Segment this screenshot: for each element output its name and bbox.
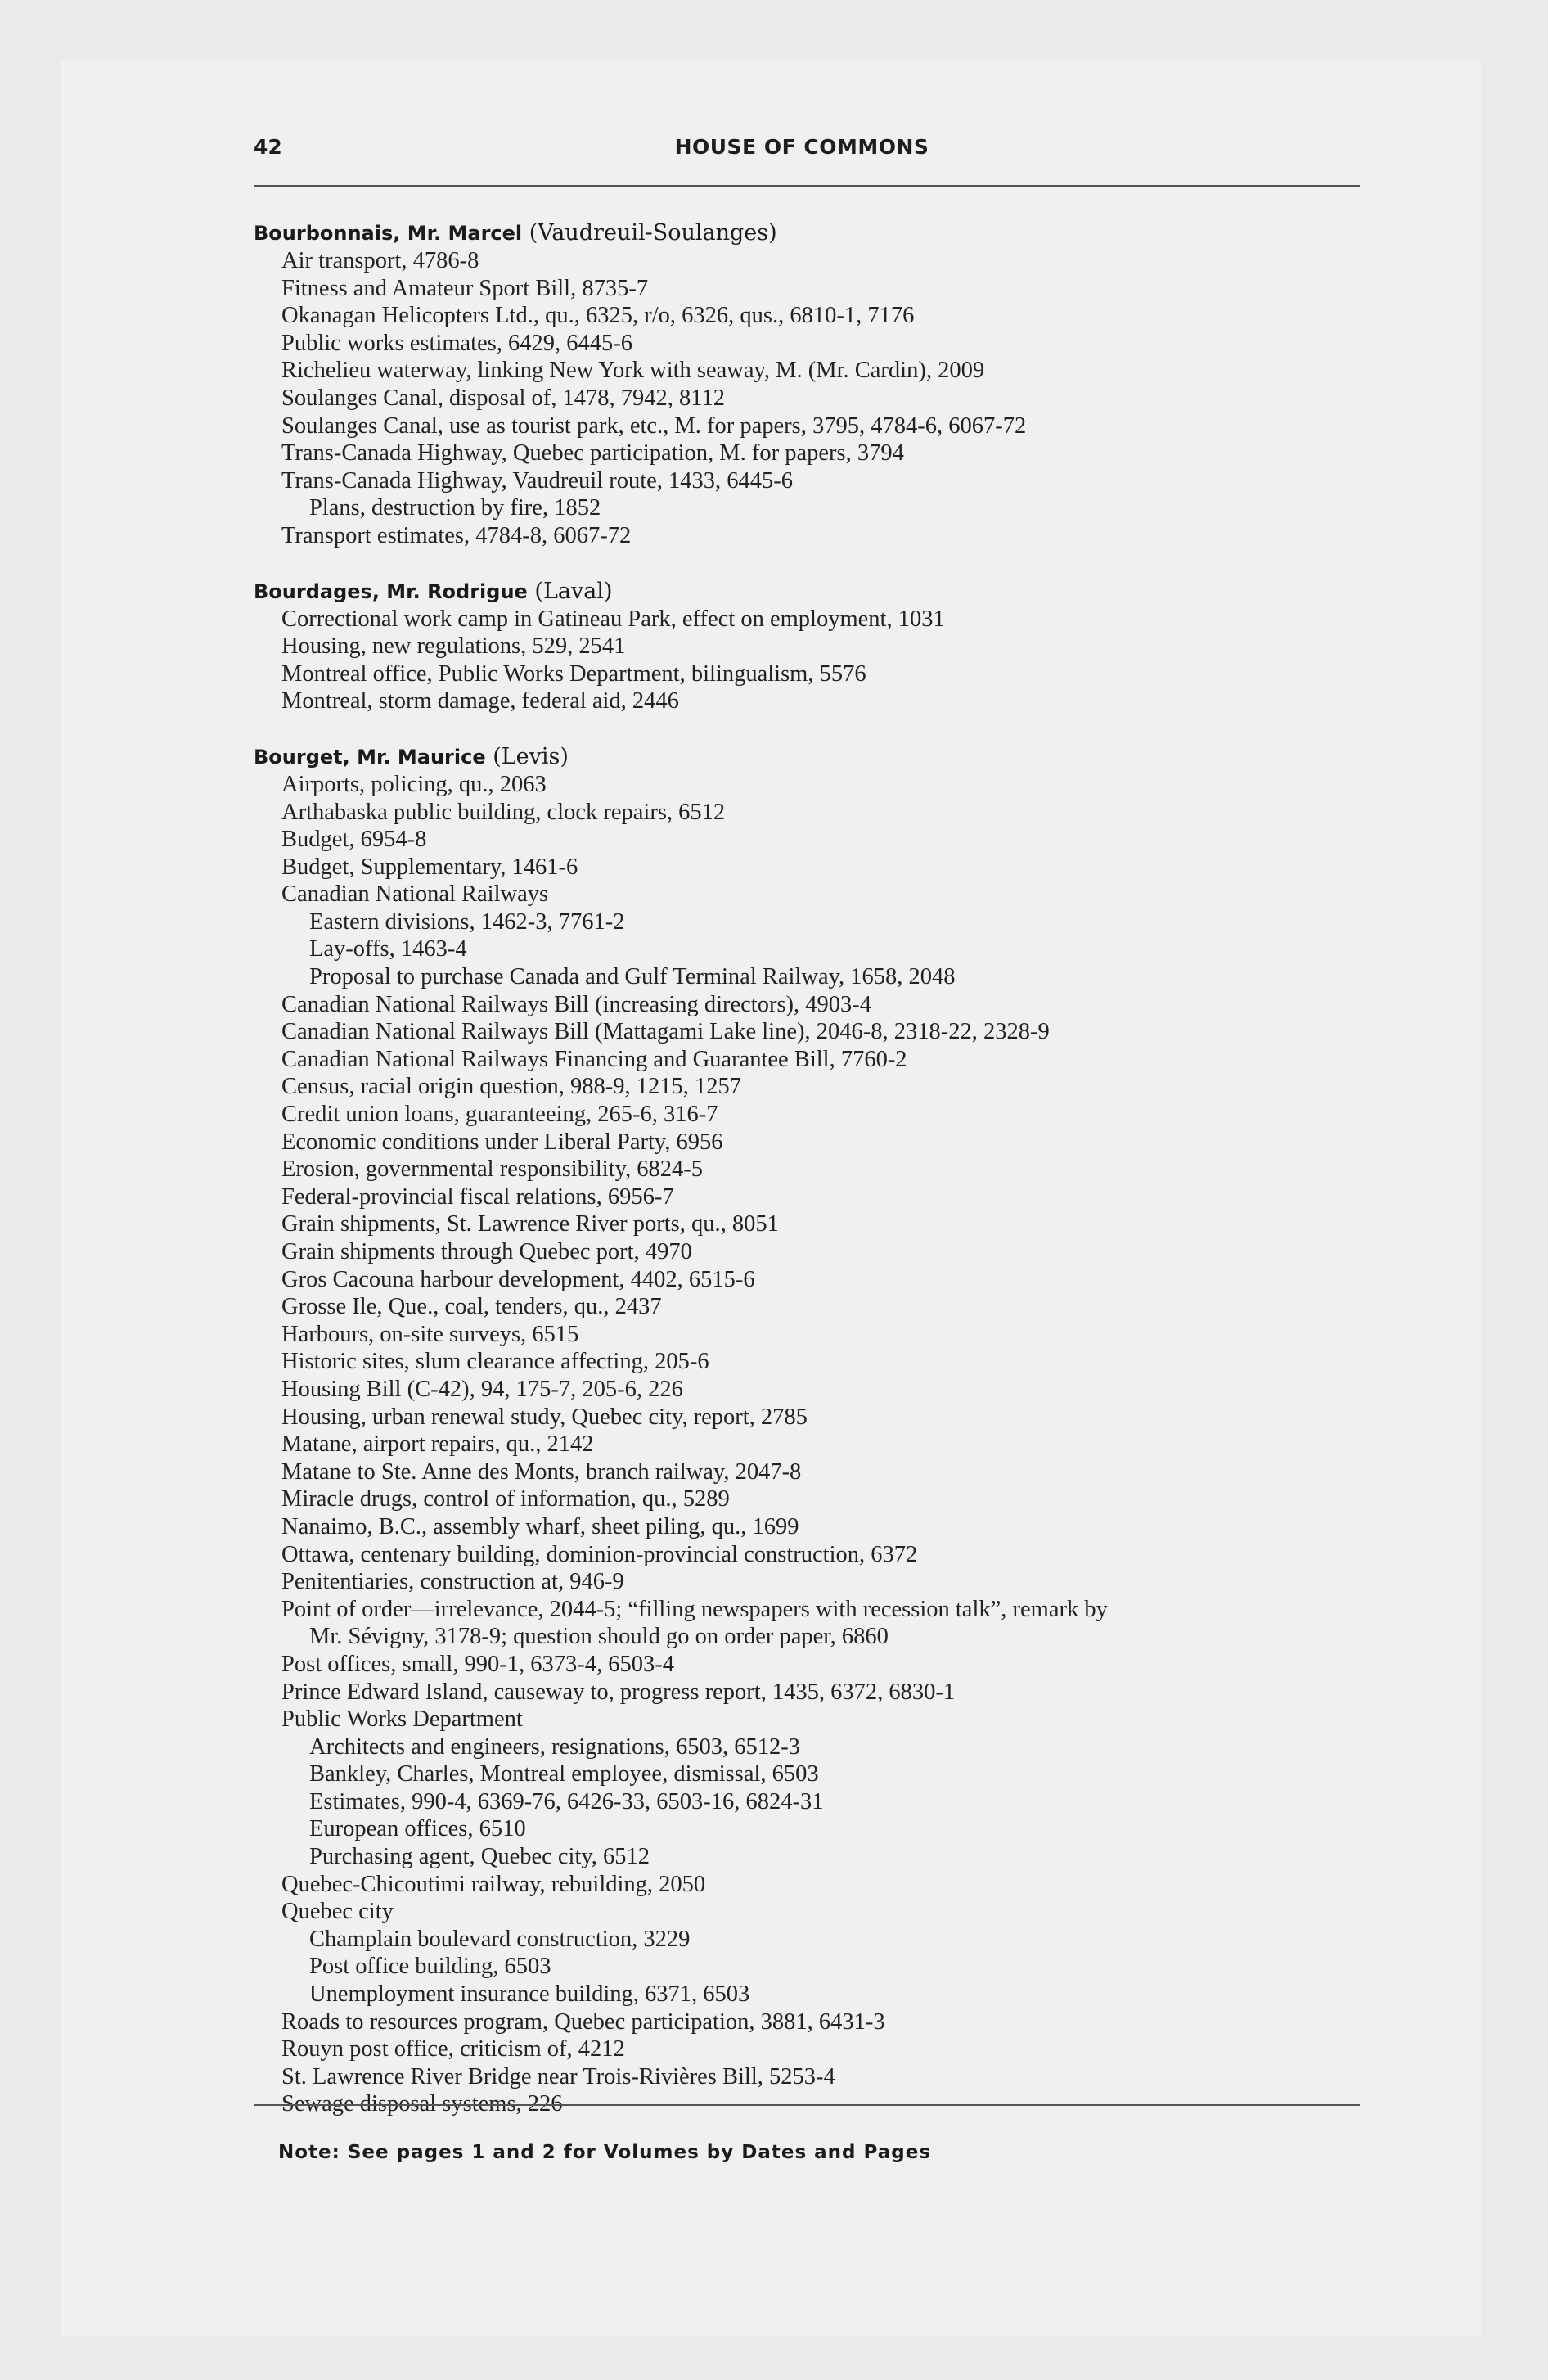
- page-header: [254, 135, 1350, 171]
- index-entry: Housing Bill (C-42), 94, 175-7, 205-6, 226: [281, 1376, 683, 1402]
- member-group: [254, 219, 1366, 550]
- index-entry: Canadian National Railways: [281, 881, 549, 908]
- member-name: Bourget, Mr. Maurice: [254, 745, 486, 769]
- page-title: HOUSE OF COMMONS: [674, 135, 929, 159]
- index-entry: Airports, policing, qu., 2063: [281, 771, 547, 797]
- index-subentry: Eastern divisions, 1462-3, 7761-2: [309, 908, 625, 935]
- member-group: [254, 578, 1366, 715]
- header-rule: [254, 185, 1360, 187]
- member-heading: [254, 743, 1366, 771]
- index-subentry: Architects and engineers, resignations, 6503, 6512-3: [309, 1733, 800, 1760]
- index-entry: Roads to resources program, Quebec participation, 3881, 6431-3: [281, 2008, 885, 2035]
- member-name: Bourbonnais, Mr. Marcel: [254, 222, 523, 245]
- index-entry: Quebec-Chicoutimi railway, rebuilding, 2050: [281, 1871, 706, 1897]
- index-entry: Miracle drugs, control of information, qu., 5289: [281, 1486, 730, 1512]
- index-subentry: Post office building, 6503: [309, 1954, 551, 1980]
- index-entry: Soulanges Canal, use as tourist park, etc., M. for papers, 3795, 4784-6, 6067-72: [281, 412, 1027, 439]
- member-riding: (Levis): [493, 743, 569, 769]
- footnote: Note: See pages 1 and 2 for Volumes by Dates and Pages: [278, 2142, 932, 2163]
- index-entry: Canadian National Railways Financing and Guarantee Bill, 7760-2: [281, 1046, 907, 1072]
- index-subentry: European offices, 6510: [309, 1816, 526, 1842]
- footer-rule: [254, 2104, 1360, 2106]
- index-subentry: Unemployment insurance building, 6371, 6503: [309, 1981, 750, 2008]
- index-entry: Housing, new regulations, 529, 2541: [281, 633, 626, 660]
- index-entry: Trans-Canada Highway, Vaudreuil route, 1433, 6445-6: [281, 467, 794, 494]
- index-entry: Matane, airport repairs, qu., 2142: [281, 1431, 594, 1458]
- index-entry: Public works estimates, 6429, 6445-6: [281, 330, 633, 356]
- index-subentry: Purchasing agent, Quebec city, 6512: [309, 1844, 650, 1870]
- index-subentry: Bankley, Charles, Montreal employee, dismissal, 6503: [309, 1761, 819, 1787]
- index-entry: Correctional work camp in Gatineau Park, effect on employment, 1031: [281, 606, 945, 632]
- index-entry: Post offices, small, 990-1, 6373-4, 6503-4: [281, 1651, 674, 1677]
- index-entry: Erosion, governmental responsibility, 6824-5: [281, 1156, 704, 1183]
- index-entry: Budget, 6954-8: [281, 827, 427, 853]
- index-entry: Fitness and Amateur Sport Bill, 8735-7: [281, 275, 649, 301]
- index-entry: Grain shipments, St. Lawrence River ports, qu., 8051: [281, 1211, 779, 1237]
- index-entry: Census, racial origin question, 988-9, 1215, 1257: [281, 1074, 742, 1100]
- index-entry: Historic sites, slum clearance affecting, 205-6: [281, 1349, 709, 1375]
- index-subentry: Proposal to purchase Canada and Gulf Terminal Railway, 1658, 2048: [309, 964, 956, 990]
- index-entry: Richelieu waterway, linking New York with seaway, M. (Mr. Cardin), 2009: [281, 358, 985, 384]
- member-riding: (Laval): [534, 578, 613, 604]
- index-entry: Arthabaska public building, clock repairs, 6512: [281, 799, 726, 825]
- index-entry: Canadian National Railways Bill (Mattagami Lake line), 2046-8, 2318-22, 2328-9: [281, 1019, 1050, 1045]
- index-entry: Prince Edward Island, causeway to, progress report, 1435, 6372, 6830-1: [281, 1679, 956, 1705]
- index-entry: Grain shipments through Quebec port, 4970: [281, 1239, 692, 1264]
- index-entry: Soulanges Canal, disposal of, 1478, 7942, 8112: [281, 385, 725, 411]
- index-entry: Economic conditions under Liberal Party, 6956: [281, 1129, 723, 1155]
- index-entry: Budget, Supplementary, 1461-6: [281, 854, 578, 880]
- index-entry: Matane to Ste. Anne des Monts, branch railway, 2047-8: [281, 1458, 802, 1485]
- index-entry: Quebec city: [281, 1899, 394, 1925]
- index-entry: Nanaimo, B.C., assembly wharf, sheet piling, qu., 1699: [281, 1513, 799, 1539]
- member-heading: [254, 219, 1366, 247]
- member-group: [254, 743, 1366, 2118]
- index-entry: St. Lawrence River Bridge near Trois-Rivières Bill, 5253-4: [281, 2063, 835, 2089]
- index-entry: Public Works Department: [281, 1706, 523, 1733]
- index-entry: Point of order—irrelevance, 2044-5; “filling newspapers with recession talk”, remark by: [281, 1596, 1108, 1622]
- index-entry: Housing, urban renewal study, Quebec city, report, 2785: [281, 1404, 808, 1430]
- member-name: Bourdages, Mr. Rodrigue: [254, 579, 528, 603]
- index-subentry: Estimates, 990-4, 6369-76, 6426-33, 6503-16, 6824-31: [309, 1788, 824, 1814]
- page-number: 42: [254, 135, 282, 159]
- index-body: [254, 219, 1366, 2146]
- index-entry: Montreal office, Public Works Department, bilingualism, 5576: [281, 660, 866, 687]
- index-entry-continuation: Mr. Sévigny, 3178-9; question should go on order paper, 6860: [309, 1624, 889, 1650]
- index-entry: Sewage disposal systems, 226: [281, 2091, 563, 2117]
- index-entry: Montreal, storm damage, federal aid, 2446: [281, 688, 679, 714]
- index-entry: Credit union loans, guaranteeing, 265-6, 316-7: [281, 1102, 718, 1128]
- index-entry: Federal-provincial fiscal relations, 6956-7: [281, 1183, 674, 1210]
- index-entry: Okanagan Helicopters Ltd., qu., 6325, r/o, 6326, qus., 6810-1, 7176: [281, 303, 915, 329]
- member-heading: [254, 578, 1366, 606]
- index-entry: Gros Cacouna harbour development, 4402, 6515-6: [281, 1266, 755, 1292]
- index-entry: Ottawa, centenary building, dominion-provincial construction, 6372: [281, 1541, 918, 1567]
- index-entry: Harbours, on-site surveys, 6515: [281, 1321, 579, 1347]
- index-entry: Rouyn post office, criticism of, 4212: [281, 2036, 625, 2062]
- index-entry: Penitentiaries, construction at, 946-9: [281, 1569, 624, 1595]
- index-entry: Canadian National Railways Bill (increasing directors), 4903-4: [281, 991, 872, 1017]
- index-subentry: Plans, destruction by fire, 1852: [309, 495, 601, 521]
- index-entry: Air transport, 4786-8: [281, 248, 479, 273]
- index-entry: Grosse Ile, Que., coal, tenders, qu., 2437: [281, 1294, 662, 1320]
- index-subentry: Champlain boulevard construction, 3229: [309, 1926, 691, 1952]
- index-entry: Transport estimates, 4784-8, 6067-72: [281, 522, 632, 548]
- index-subentry: Lay-offs, 1463-4: [309, 936, 467, 962]
- member-riding: (Vaudreuil-Soulanges): [529, 220, 777, 246]
- index-entry: Trans-Canada Highway, Quebec participation, M. for papers, 3794: [281, 440, 904, 467]
